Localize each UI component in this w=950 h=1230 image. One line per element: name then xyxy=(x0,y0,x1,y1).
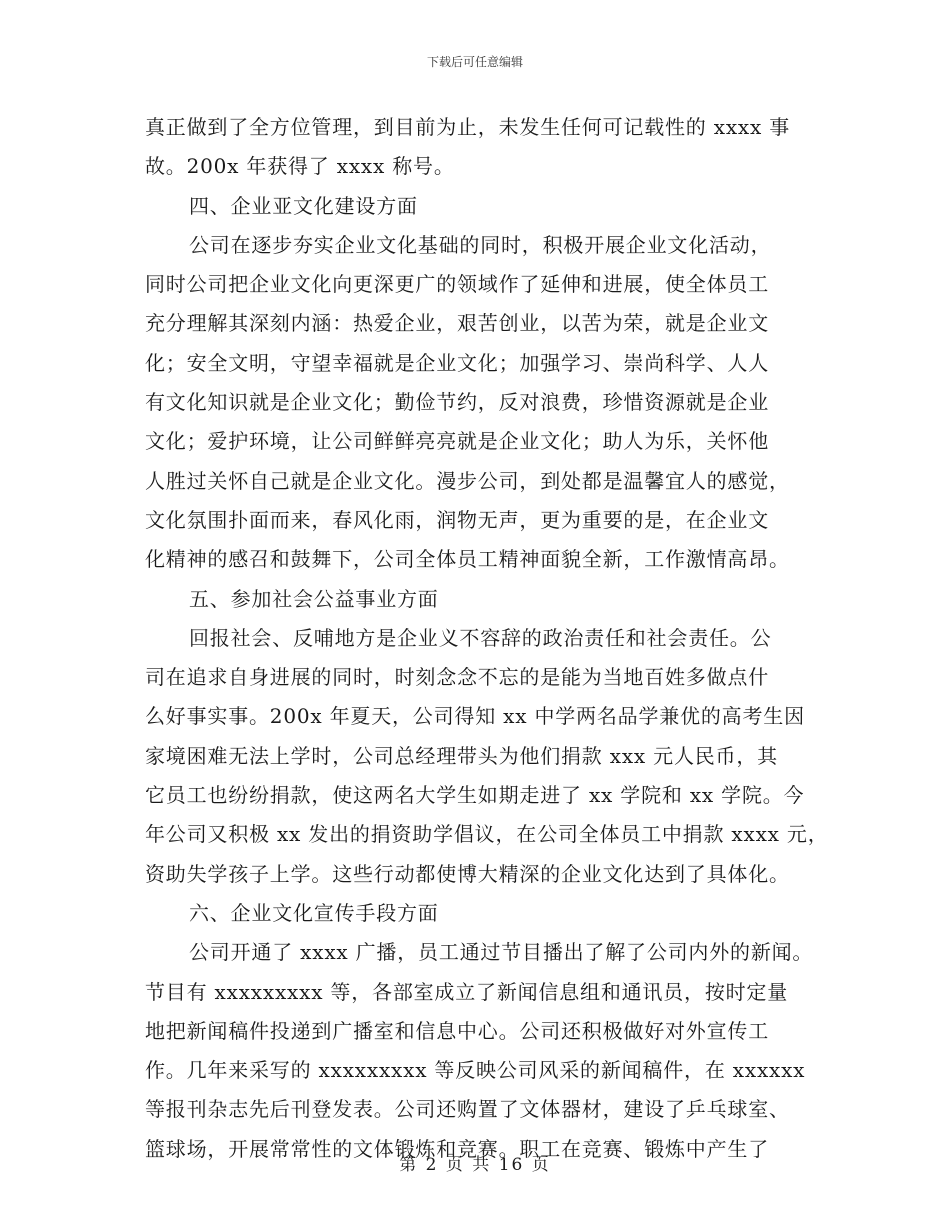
paragraph-line: 故。200x 年获得了 xxxx 称号。 xyxy=(145,154,455,179)
paragraph-line: 篮球场，开展常常性的文体锻炼和竞赛。职工在竞赛、锻炼中产生了 xyxy=(145,1136,769,1161)
paragraph-line: 文化氛围扑面而来，春风化雨，润物无声，更为重要的是，在企业文 xyxy=(145,507,769,532)
paragraph-line: 等报刊杂志先后刊登发表。公司还购置了文体器材，建设了乒乓球室、 xyxy=(145,1097,790,1122)
paragraph-line: 化精神的感召和鼓舞下，公司全体员工精神面貌全新，工作激情高昂。 xyxy=(145,547,790,572)
paragraph-start-line: 公司开通了 xxxx 广播，员工通过节目播出了解了公司内外的新闻。 xyxy=(189,940,814,965)
page-header: 下载后可任意编辑 xyxy=(426,55,523,69)
paragraph-start-line: 五、参加社会公益事业方面 xyxy=(189,586,439,611)
paragraph-line: 化；安全文明，守望幸福就是企业文化；加强学习、崇尚科学、人人 xyxy=(145,350,769,375)
paragraph-start-line: 六、企业文化宣传手段方面 xyxy=(189,900,439,925)
page-number-footer: 第 2 页 共 16 页 xyxy=(399,1155,551,1175)
paragraph-line: 同时公司把企业文化向更深更广的领域作了延伸和进展，使全体员工 xyxy=(145,272,769,297)
paragraph-start-line: 四、企业亚文化建设方面 xyxy=(189,193,418,218)
paragraph-line: 真正做到了全方位管理，到目前为止，未发生任何可记载性的 xxxx 事 xyxy=(145,115,791,139)
paragraph-line: 充分理解其深刻内涵：热爱企业，艰苦创业，以苦为荣，就是企业文 xyxy=(145,311,769,336)
paragraph-line: 节目有 xxxxxxxxx 等，各部室成立了新闻信息组和通讯员，按时定量 xyxy=(145,979,789,1004)
document-body xyxy=(145,108,829,1169)
paragraph-line: 作。几年来采写的 xxxxxxxxx 等反映公司风采的新闻稿件，在 xxxxxx xyxy=(145,1058,806,1083)
paragraph-line: 司在追求自身进展的同时，时刻念念不忘的是能为当地百姓多做点什 xyxy=(145,665,769,690)
paragraph-line: 地把新闻稿件投递到广播室和信息中心。公司还积极做好对外宣传工 xyxy=(145,1018,769,1043)
paragraph-line: 有文化知识就是企业文化；勤俭节约，反对浪费，珍惜资源就是企业 xyxy=(145,390,769,415)
paragraph-line: 家境困难无法上学时，公司总经理带头为他们捐款 xxx 元人民币，其 xyxy=(145,743,778,768)
paragraph-line: 资助失学孩子上学。这些行动都使博大精深的企业文化达到了具体化。 xyxy=(145,861,790,886)
paragraph-line: 人胜过关怀自己就是企业文化。漫步公司，到处都是温馨宜人的感觉， xyxy=(145,468,790,493)
paragraph-line: 文化；爱护环境，让公司鲜鲜亮亮就是企业文化；助人为乐，关怀他 xyxy=(145,429,769,454)
paragraph-line: 它员工也纷纷捐款，使这两名大学生如期走进了 xx 学院和 xx 学院。今 xyxy=(145,783,805,808)
paragraph-line: 么好事实事。200x 年夏天，公司得知 xx 中学两名品学兼优的高考生因 xyxy=(145,704,805,729)
paragraph-start-line: 公司在逐步夯实企业文化基础的同时，积极开展企业文化活动， xyxy=(189,232,772,257)
paragraph-start-line: 回报社会、反哺地方是企业义不容辞的政治责任和社会责任。公 xyxy=(189,625,772,650)
paragraph-line: 年公司又积极 xx 发出的捐资助学倡议，在公司全体员工中捐款 xxxx 元， xyxy=(145,822,829,847)
